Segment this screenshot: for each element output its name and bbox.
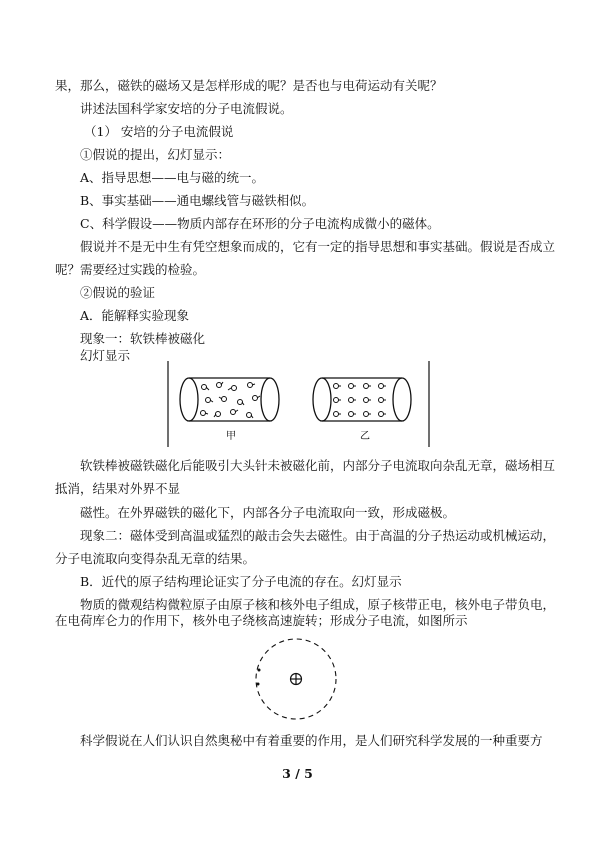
aligned-molecular-currents [334, 384, 387, 417]
paragraph-line: ①假说的提出，幻灯显示： [80, 147, 231, 162]
list-item: B、事实基础——通电螺线管与磁铁相似。 [80, 193, 315, 208]
magnetized-bar [313, 378, 411, 421]
paragraph-line: 软铁棒被磁铁磁化后能吸引大头针未被磁化前，内部分子电流取向杂乱无章，磁场相互 [80, 458, 556, 473]
page-number: 3 / 5 [282, 766, 313, 781]
figure-label-right: 乙 [360, 431, 370, 442]
paragraph-line: B．近代的原子结构理论证实了分子电流的存在。幻灯显示 [80, 574, 402, 589]
paragraph-line: A．能解释实验现象 [80, 308, 190, 323]
paragraph-line: 科学假说在人们认识自然奥秘中有着重要的作用，是人们研究科学发展的一种重要方 [80, 733, 543, 748]
list-item: A、指导思想——电与磁的统一。 [80, 170, 265, 185]
paragraph-line: 在电荷库仑力的作用下，核外电子绕核高速旋转；形成分子电流，如图所示 [55, 613, 468, 628]
paragraph-line: 物质的微观结构微粒原子由原子核和核外电子组成，原子核带正电，核外电子带负电， [80, 597, 556, 612]
iron-bar-figure [167, 361, 431, 449]
figure-label-left: 甲 [226, 431, 236, 442]
paragraph-line: 磁性。在外界磁铁的磁化下，内部各分子电流取向一致，形成磁极。 [80, 505, 456, 520]
paragraph-line: 抵消，结果对外界不显 [55, 481, 181, 496]
list-item: C、科学假设——物质内部存在环形的分子电流构成微小的磁体。 [80, 216, 440, 231]
unmagnetized-bar [180, 378, 279, 421]
paragraph-line: 讲述法国科学家安培的分子电流假说。 [80, 101, 293, 116]
section-heading: （1） 安培的分子电流假说 [84, 124, 234, 139]
paragraph-line: 呢？需要经过实践的检验。 [55, 262, 206, 277]
paragraph-line: 果，那么，磁铁的磁场又是怎样形成的呢？是否也与电荷运动有关呢？ [55, 78, 443, 93]
nucleus-icon [291, 674, 302, 685]
paragraph-line: ②假说的验证 [80, 285, 156, 300]
paragraph-line: 假说并不是无中生有凭空想象而成的，它有一定的指导思想和事实基础。假说是否成立 [80, 239, 556, 254]
electron-icon [257, 683, 260, 686]
paragraph-line: 分子电流取向变得杂乱无章的结果。 [55, 551, 256, 566]
paragraph-line: 现象二：磁体受到高温或猛烈的敲击会失去磁性。由于高温的分子热运动或机械运动， [80, 528, 556, 543]
atom-diagram [253, 636, 339, 722]
paragraph-line: 幻灯显示 [80, 348, 131, 363]
random-molecular-currents [201, 382, 261, 418]
electron-icon [258, 669, 261, 672]
paragraph-line: 现象一：软铁棒被磁化 [80, 331, 206, 346]
